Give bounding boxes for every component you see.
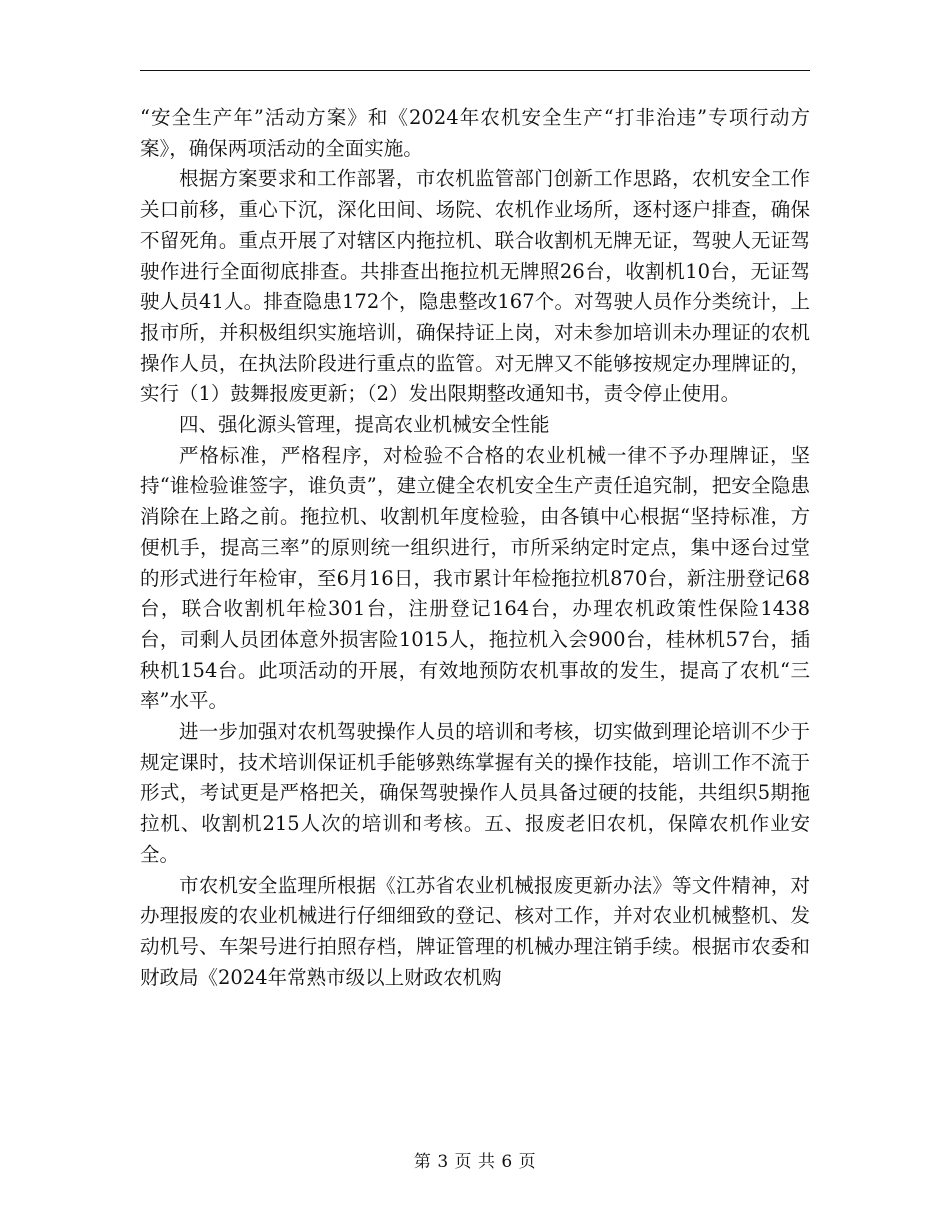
document-body <box>140 103 810 993</box>
paragraph-1: “安全生产年”活动方案》和《2024年农机安全生产“打非治违”专项行动方案》，确保两项活动的全面实施。 <box>140 106 810 160</box>
page-number-footer: 第 3 页 共 6 页 <box>413 1152 537 1172</box>
header-rule <box>140 70 810 71</box>
paragraph-6: 市农机安全监理所根据《江苏省农业机械报废更新办法》等文件精神，对办理报废的农业机械进行仔细细致的登记、核对工作，并对农业机械整机、发动机号、车架号进行拍照存档，牌证管理的机械办理注销手续。根据市农委和财政局《2024年常熟市级以上财政农机购 <box>140 873 810 989</box>
paragraph-5: 进一步加强对农机驾驶操作人员的培训和考核，切实做到理论培训不少于规定课时，技术培训保证机手能够熟练掌握有关的操作技能，培训工作不流于形式，考试更是严格把关，确保驾驶操作人员具备过硬的技能，共组织5期拖拉机、收割机215人次的培训和考核。五、报废老旧农机，保障农机作业安全。 <box>140 720 810 866</box>
paragraph-2: 根据方案要求和工作部署，市农机监管部门创新工作思路，农机安全工作关口前移，重心下沉，深化田间、场院、农机作业场所，逐村逐户排查，确保不留死角。重点开展了对辖区内拖拉机、联合收割机无牌无证，驾驶人无证驾驶作进行全面彻底排查。共排查出拖拉机无牌照26台，收割机10台，无证驾驶人员41人。排查隐患172个，隐患整改167个。对驾驶人员作分类统计，上报市所，并积极组织实施培训，确保持证上岗，对未参加培训未办理证的农机操作人员，在执法阶段进行重点的监管。对无牌又不能够按规定办理牌证的，实行（1）鼓舞报废更新；（2）发出限期整改通知书，责令停止使用。 <box>140 167 810 406</box>
section-heading-4: 四、强化源头管理，提高农业机械安全性能 <box>179 413 550 437</box>
paragraph-4: 严格标准，严格程序，对检验不合格的农业机械一律不予办理牌证，坚持“谁检验谁签字，谁负责”，建立健全农机安全生产责任追究制，把安全隐患消除在上路之前。拖拉机、收割机年度检验，由各镇中心根据“坚持标准，方便机手，提高三率”的原则统一组织进行，市所采纳定时定点，集中逐台过堂的形式进行年检审，至6月16日，我市累计年检拖拉机870台，新注册登记68台，联合收割机年检301台，注册登记164台，办理农机政策性保险1438台，司剩人员团体意外损害险1015人，拖拉机入会900台，桂林机57台，插秧机154台。此项活动的开展，有效地预防农机事故的发生，提高了农机“三率”水平。 <box>140 443 810 713</box>
